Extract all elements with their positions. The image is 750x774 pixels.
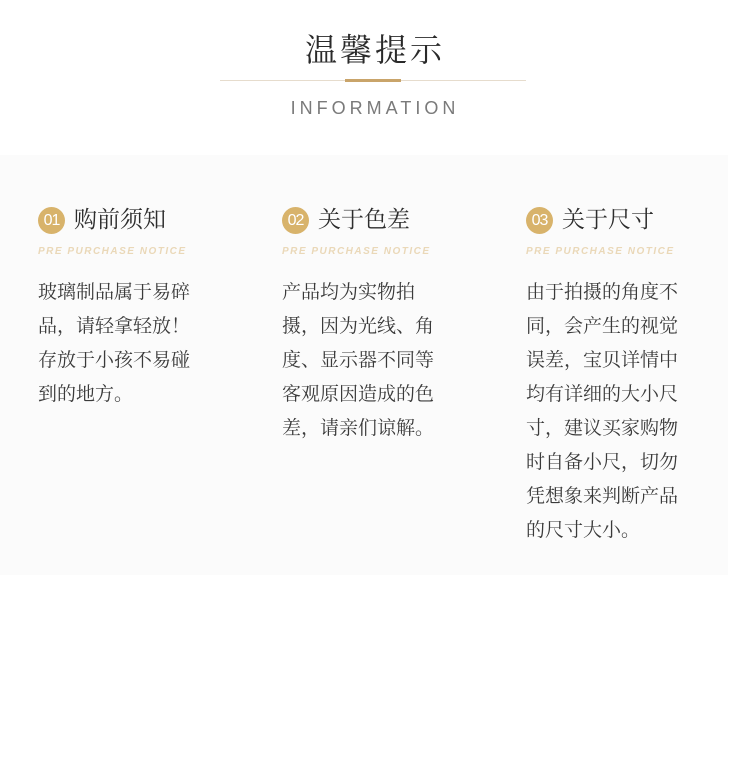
number-badge: 03 [526,207,553,234]
notice-color-difference [282,203,464,445]
notice-header [526,203,708,237]
page-subtitle: INFORMATION [290,98,460,118]
notice-body: 玻璃制品属于易碎品，请轻拿轻放！存放于小孩不易碰到的地方。 [38,281,191,405]
page-title: 温馨提示 [304,31,445,69]
info-header [0,0,750,150]
notice-body: 产品均为实物拍摄，因为光线、角度、显示器不同等客观原因造成的色差，请亲们谅解。 [282,281,435,439]
notice-title: 关于色差 [318,207,410,233]
number-badge: 01 [38,207,65,234]
notice-purchase [38,203,220,411]
title-divider-accent [345,79,401,82]
notice-body: 由于拍摄的角度不同，会产生的视觉误差，宝贝详情中均有详细的大小尺寸，建议买家购物时自备小尺，切勿凭想象来判断产品的尺寸大小。 [526,281,679,541]
notice-english-caption: PRE PURCHASE NOTICE [526,246,675,257]
notice-english-caption: PRE PURCHASE NOTICE [38,246,187,257]
notice-title: 关于尺寸 [562,207,654,233]
notice-english-caption: PRE PURCHASE NOTICE [282,246,431,257]
notice-header [38,203,220,237]
notice-header [282,203,464,237]
notice-title: 购前须知 [74,207,166,233]
notice-size [526,203,708,547]
notice-panel [0,155,728,575]
number-badge: 02 [282,207,309,234]
